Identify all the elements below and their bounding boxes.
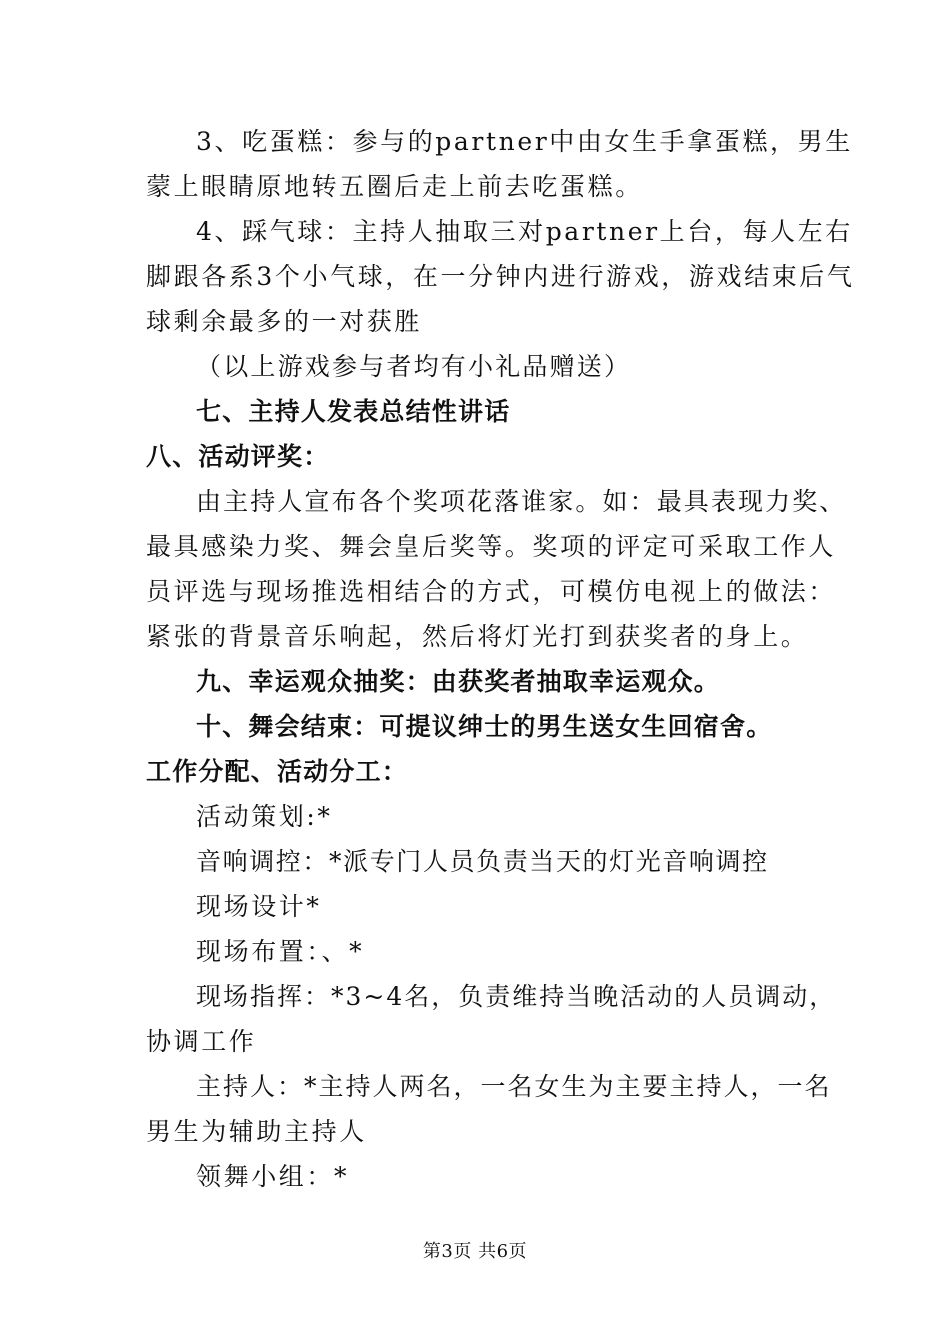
dance-lead-role: 领舞小组：* xyxy=(196,1162,350,1191)
game-balloon-line-1: 4、踩气球：主持人抽取三对partner上台，每人左右 xyxy=(196,217,853,246)
venue-command-role-line-1: 现场指挥：*3~4名，负责维持当晚活动的人员调动， xyxy=(196,982,837,1011)
section-9-heading: 九、幸运观众抽奖：由获奖者抽取幸运观众。 xyxy=(196,667,721,696)
planning-role: 活动策划:* xyxy=(196,802,333,831)
host-role-line-1: 主持人：*主持人两名，一名女生为主要主持人，一名 xyxy=(196,1072,832,1101)
page-footer: 第3页 共6页 xyxy=(422,1241,528,1262)
section-10-heading: 十、舞会结束：可提议绅士的男生送女生回宿舍。 xyxy=(196,712,773,741)
host-role-line-2: 男生为辅助主持人 xyxy=(146,1117,367,1146)
venue-design-role: 现场设计* xyxy=(196,892,322,921)
awards-line-4: 紧张的背景音乐响起，然后将灯光打到获奖者的身上。 xyxy=(146,622,809,651)
game-balloon-line-3: 球剩余最多的一对获胜 xyxy=(146,307,423,336)
awards-line-2: 最具感染力奖、舞会皇后奖等。奖项的评定可采取工作人 xyxy=(146,532,837,561)
game-cake-line-2: 蒙上眼睛原地转五圈后走上前去吃蛋糕。 xyxy=(146,172,643,201)
work-assignment-heading: 工作分配、活动分工： xyxy=(146,757,409,786)
awards-line-1: 由主持人宣布各个奖项花落谁家。如：最具表现力奖、 xyxy=(196,487,847,516)
venue-setup-role: 现场布置：、* xyxy=(196,937,365,966)
section-8-heading: 八、活动评奖： xyxy=(146,442,330,471)
awards-line-3: 员评选与现场推选相结合的方式，可模仿电视上的做法： xyxy=(146,577,837,606)
section-7-heading: 七、主持人发表总结性讲话 xyxy=(196,397,511,426)
sound-control-role: 音响调控：*派专门人员负责当天的灯光音响调控 xyxy=(196,847,769,876)
venue-command-role-line-2: 协调工作 xyxy=(146,1027,257,1056)
gift-note: （以上游戏参与者均有小礼品赠送） xyxy=(196,352,632,381)
game-cake-line-1: 3、吃蛋糕：参与的partner中由女生手拿蛋糕，男生 xyxy=(196,127,853,156)
game-balloon-line-2: 脚跟各系3个小气球，在一分钟内进行游戏，游戏结束后气 xyxy=(146,262,855,291)
